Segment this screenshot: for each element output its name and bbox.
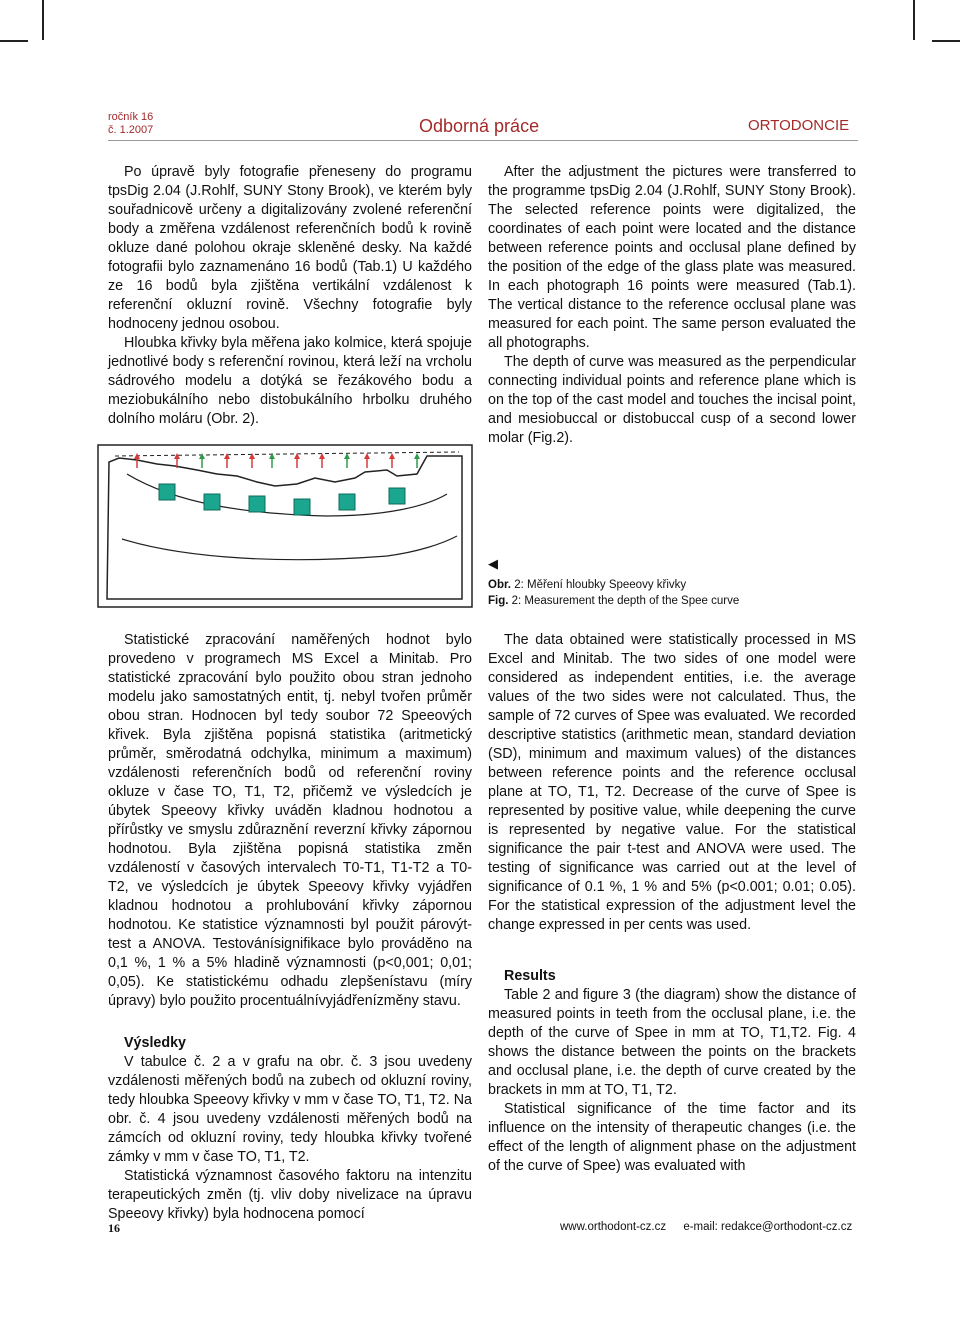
bracket-marker bbox=[389, 488, 405, 504]
website-link[interactable]: www.orthodont-cz.cz bbox=[560, 1221, 667, 1233]
header-divider bbox=[108, 140, 858, 141]
arrow-head bbox=[199, 453, 205, 459]
crop-mark bbox=[0, 40, 28, 42]
crop-mark bbox=[913, 0, 915, 40]
english-text-bottom bbox=[488, 631, 856, 1176]
dental-model-outline bbox=[107, 456, 462, 599]
occlusal-reference-plane bbox=[115, 452, 459, 456]
spee-curve-figure bbox=[97, 444, 473, 608]
arrow-head bbox=[224, 453, 230, 459]
caption-label: Fig. bbox=[488, 595, 509, 607]
arrow-head bbox=[249, 453, 255, 459]
paragraph: Statistické zpracování naměřených hodnot bylo provedeno v programech MS Excel a Minitab. Pro statistické zpracování bylo použito obou stran jednoho modelu jako samostatných entit, tj. nebyl tvořen průměr obou stran. Hodnocen byl tedy soubor 72 Speeových křivek. Byla zjištěna popisná statistika (aritmetický průměr, směrodatná odchylka, minimum a maximum) vzdálenosti referenčních bodů od referenční roviny okluze v čase TO, T1, T2, přičemž ve výsledcích je úbytek Speeovy křivky uváděn kladnou hodnotou a přírůstky ve smyslu zdůraznění reverzní křivky zápornou hodnotou. Byla zjištěna popisná statistika změn vzdáleností v časových intervalech T0-T1, T1-T2 a T0-T2, ve výsledcích je úbytek Speeovy křivky vyjádřen kladnou hodnotou a prohlubování křivky zápornou hodnotou. Ke statistice významnosti byl použit párovýt-test a ANOVA. Testovánísignifikace bylo prováděno na 0,1 %, 1 % a 5% hladině významnosti (p<0,001; 0,01; 0,05). Ke statistickému odhadu zlepšenístavu (míry úpravy) bylo použito procentuálnívyjádřenízměny stavu. bbox=[108, 632, 472, 1009]
results-heading-en: Results bbox=[504, 968, 556, 984]
journal-name: ORTODONCIE bbox=[748, 117, 850, 134]
paragraph: Statistical significance of the time factor and its influence on the intensity of therapeutic changes (i.e. the effect of the length of alignment phase on the adjustment of the curve of Spee) was evaluated with bbox=[488, 1101, 856, 1174]
arrow-head bbox=[174, 453, 180, 459]
volume-label: ročník 16 bbox=[108, 111, 154, 123]
paragraph: After the adjustment the pictures were transferred to the programme tpsDig 2.04 (J.Rohlf, SUNY Stony Brook). The selected reference points were digitalized, the coordinates of each point were located and the distance between reference points and occlusal plane defined by the position of the edge of the glass plate was measured. In each photograph 16 points were measured (Tab.1). The vertical distance to the reference occlusal plane was measured for each point. The same person evaluated the all photographs. bbox=[488, 164, 856, 351]
figure-caption bbox=[488, 557, 808, 609]
bracket-marker bbox=[294, 499, 310, 515]
gingival-line bbox=[122, 536, 457, 560]
bracket-marker bbox=[204, 494, 220, 510]
caption-english bbox=[488, 593, 808, 609]
section-title: Odborná práce bbox=[419, 116, 540, 136]
issue-label: č. 1.2007 bbox=[108, 124, 154, 136]
paragraph: Po úpravě byly fotografie přeneseny do programu tpsDig 2.04 (J.Rohlf, SUNY Stony Brook), ve kterém byly souřadnicově určeny a digitalizovány zvolené referenční body a změřena vzdálenost referenčních bodů k rovině okluze dané polohou okraje skleněné desky. Na každé fotografii bylo zaznamenáno 16 bodů (Tab.1) U každého ze 16 bodů byla zjištěna vertikální vzdálenost k referenční okluzní rovině. Všechny fotografie byly hodnoceny jednou osobou. bbox=[108, 164, 472, 332]
caption-text: 2: Measurement the depth of the Spee curve bbox=[508, 595, 740, 607]
figure-frame bbox=[98, 445, 472, 607]
arrow-group bbox=[134, 453, 420, 468]
results-heading-cz: Výsledky bbox=[124, 1035, 186, 1051]
bracket-marker bbox=[339, 494, 355, 510]
bracket-group bbox=[159, 484, 405, 515]
crop-mark bbox=[932, 40, 960, 42]
issue-info bbox=[108, 111, 153, 137]
bracket-marker bbox=[249, 496, 265, 512]
arrow-head bbox=[344, 453, 350, 459]
czech-text-top bbox=[108, 163, 472, 429]
caption-text: 2: Měření hloubky Speeovy křivky bbox=[511, 579, 687, 591]
paragraph: V tabulce č. 2 a v grafu na obr. č. 3 jsou uvedeny vzdálenosti měřených bodů na zubech od okluzní roviny, tedy hloubka Speeovy křivky v mm v čase TO, T1, T2. Na obr. č. 4 jsou uvedeny vzdálenosti měřených bodů na zámcích od okluzní roviny, tedy hloubka křivky tvořené zámky v mm v čase TO, T1, T2. bbox=[108, 1054, 472, 1165]
bracket-marker bbox=[159, 484, 175, 500]
paragraph: Hloubka křivky byla měřena jako kolmice, která spojuje jednotlivé body s referenční rovinou, která leží na vrcholu sádrového modelu a dotýká se řezákového bodu a meziobukálního nebo distobukálního hrbolku druhého dolního moláru (Obr. 2). bbox=[108, 335, 472, 427]
english-text-top bbox=[488, 163, 856, 448]
pointer-arrow-icon: ◀ bbox=[488, 556, 498, 571]
caption-label: Obr. bbox=[488, 579, 512, 591]
arrow-head bbox=[414, 453, 420, 459]
paragraph: The depth of curve was measured as the perpendicular connecting individual points and reference plane which is on the top of the cast model and touches the incisal point, and mesiobuccal or distobuccal cusp of a second lower molar (Fig.2). bbox=[488, 354, 856, 446]
paragraph: Table 2 and figure 3 (the diagram) show the distance of measured points in teeth from the occlusal plane, i.e. the depth of the curve of Spee in mm at TO, T1,T2. Fig. 4 shows the distance between the points on the brackets and occlusal plane, i.e. the depth of curve created by the brackets in mm at TO, T1, T2. bbox=[488, 987, 856, 1098]
paragraph: Statistická významnost časového faktoru na intenzitu terapeutických změn (tj. vliv doby nivelizace na úpravu Speeovy křivky) byla hodnocena pomocí bbox=[108, 1168, 472, 1222]
email-link[interactable]: e-mail: redakce@orthodont-cz.cz bbox=[683, 1221, 853, 1233]
arrow-head bbox=[364, 453, 370, 459]
czech-text-bottom bbox=[108, 631, 472, 1224]
paragraph: The data obtained were statistically processed in MS Excel and Minitab. The two sides of one model were considered as independent entities, i.e. the average values of the two sides were not calculated. Thus, the sample of 72 curves of Spee was evaluated. We recorded descriptive statistics (arithmetic mean, standard deviation (SD), minimum and maximum values) of the distances between reference points and the reference occlusal plane at TO, T1, T2. Decrease of the curve of Spee is represented by positive value, while deepening the curve is represented by negative value. For the statistical significance the pair t-test and ANOVA were used. The testing of significance was carried out at the level of significance of 0.1 %, 1 % and 5% (p<0.001; 0.01; 0.05). For the statistical expression of the adjustment level the change expressed in per cents was used. bbox=[488, 632, 856, 933]
crop-mark bbox=[42, 0, 44, 40]
caption-czech bbox=[488, 577, 808, 593]
footer-contact bbox=[560, 1221, 852, 1233]
arrow-head bbox=[389, 453, 395, 459]
page-number: 16 bbox=[108, 1221, 120, 1235]
